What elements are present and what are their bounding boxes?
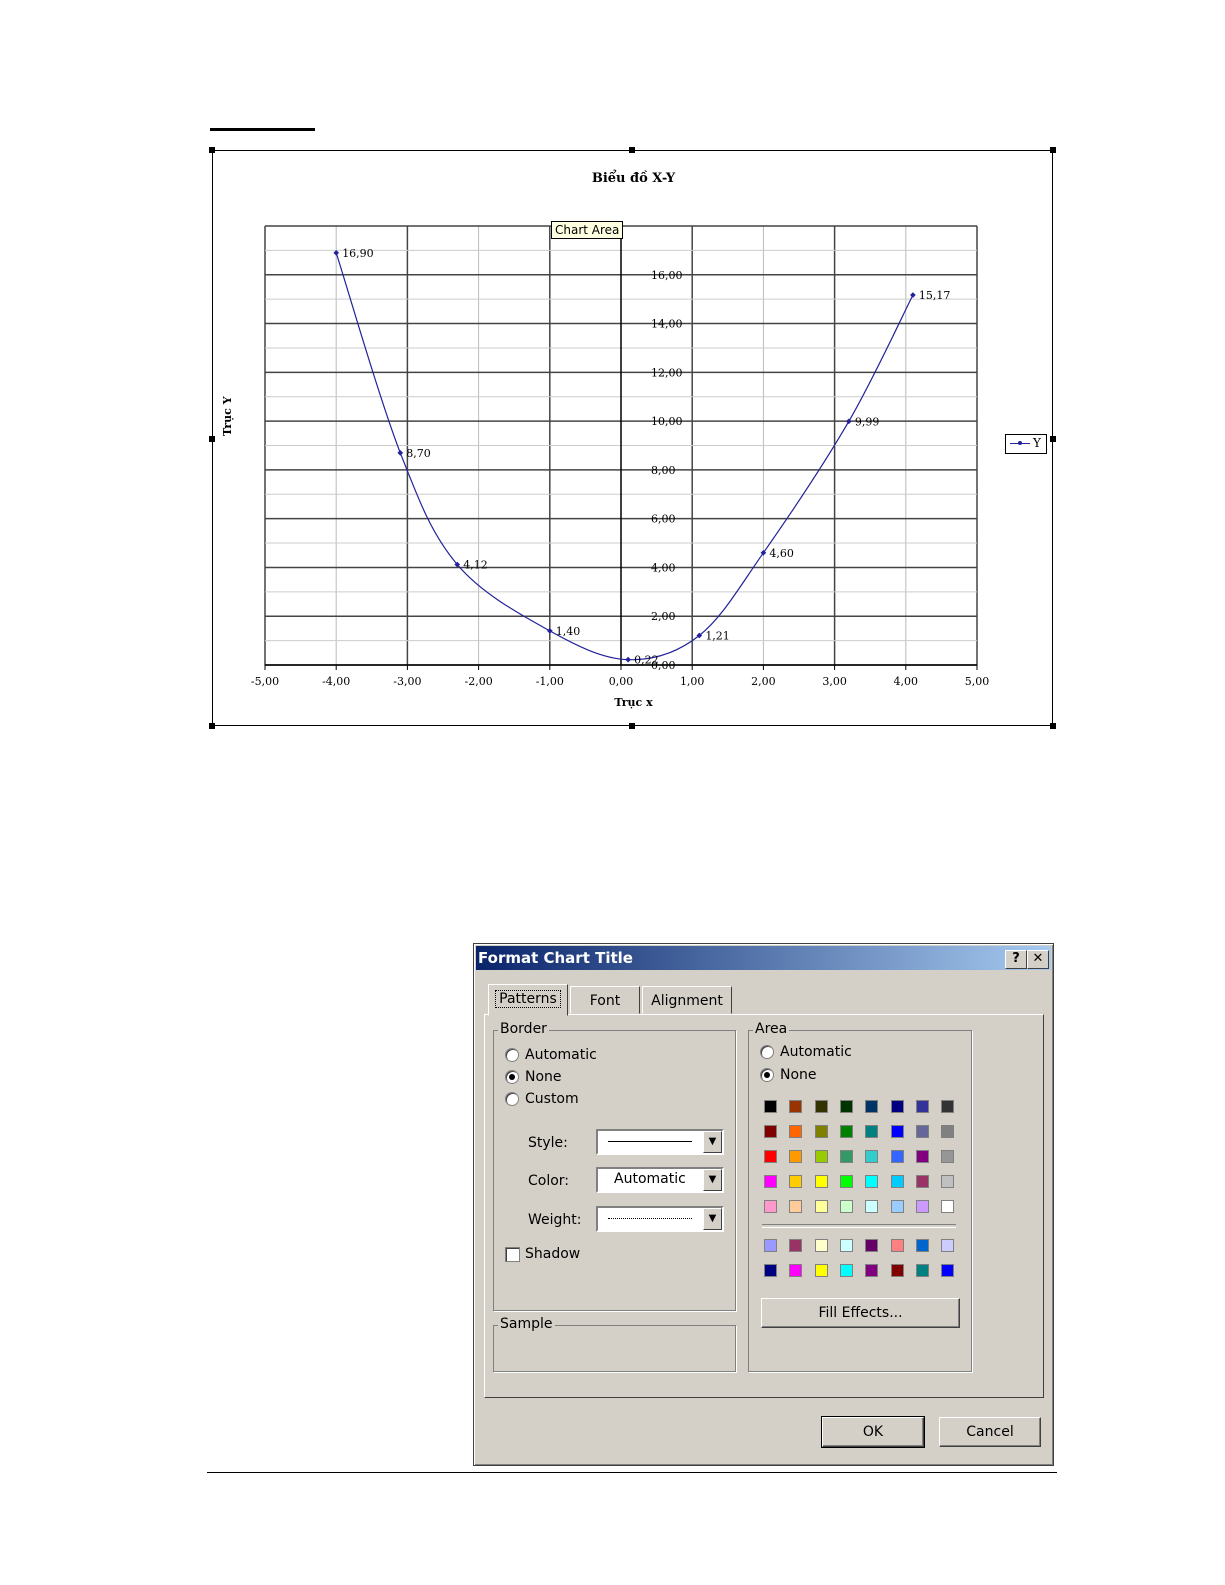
color-swatch[interactable] — [840, 1200, 853, 1213]
extra-color-swatch[interactable] — [764, 1264, 777, 1277]
chart-legend[interactable] — [1005, 434, 1047, 454]
area-automatic-radio[interactable] — [760, 1042, 852, 1062]
resize-handle-tr[interactable] — [1050, 147, 1056, 153]
extra-color-swatch[interactable] — [916, 1264, 929, 1277]
color-swatch[interactable] — [840, 1150, 853, 1163]
help-button[interactable]: ? — [1005, 950, 1027, 969]
extra-color-swatch[interactable] — [764, 1239, 777, 1252]
color-swatch[interactable] — [815, 1100, 828, 1113]
color-swatch[interactable] — [941, 1125, 954, 1138]
chart-area[interactable] — [212, 150, 1053, 726]
data-label: 4,12 — [463, 558, 488, 572]
chart-title[interactable]: Biểu đồ X-Y — [591, 171, 676, 186]
checkbox-icon — [505, 1247, 520, 1262]
color-swatch[interactable] — [815, 1150, 828, 1163]
heading-underline — [210, 128, 315, 131]
y-tick-label: 4,00 — [651, 561, 676, 575]
data-label: 8,70 — [406, 446, 431, 460]
weight-label: Weight: — [528, 1212, 582, 1228]
color-swatch[interactable] — [764, 1200, 777, 1213]
color-swatch[interactable] — [840, 1125, 853, 1138]
x-tick-label: -4,00 — [322, 675, 351, 688]
y-tick-label: 6,00 — [651, 512, 676, 526]
resize-handle-bl[interactable] — [209, 723, 215, 729]
y-axis-title[interactable]: Trục Y — [221, 396, 234, 436]
color-swatch[interactable] — [891, 1175, 904, 1188]
color-swatch[interactable] — [916, 1175, 929, 1188]
resize-handle-l[interactable] — [209, 436, 215, 442]
dialog-title: Format Chart Title — [478, 949, 633, 967]
data-point — [547, 628, 553, 634]
x-tick-label: 3,00 — [822, 675, 847, 688]
radio-icon — [505, 1048, 519, 1062]
shadow-checkbox[interactable] — [505, 1244, 580, 1264]
color-swatch[interactable] — [815, 1175, 828, 1188]
chart-svg — [213, 151, 1054, 727]
radio-icon — [760, 1045, 774, 1059]
radio-icon — [505, 1092, 519, 1106]
color-swatch[interactable] — [764, 1150, 777, 1163]
tab-alignment[interactable] — [642, 986, 732, 1014]
extra-color-swatch[interactable] — [815, 1239, 828, 1252]
data-label: 1,21 — [705, 629, 730, 643]
data-point — [625, 657, 631, 663]
y-tick-label: 0,00 — [651, 659, 676, 672]
area-none-label: None — [780, 1067, 817, 1083]
color-swatch[interactable] — [865, 1175, 878, 1188]
color-swatch[interactable] — [764, 1100, 777, 1113]
x-axis-title[interactable]: Trục x — [614, 696, 653, 709]
data-label: 15,17 — [918, 289, 951, 303]
color-swatch[interactable] — [840, 1100, 853, 1113]
border-custom-radio[interactable] — [505, 1089, 579, 1109]
resize-handle-br[interactable] — [1050, 723, 1056, 729]
border-group-label: Border — [500, 1021, 547, 1037]
solid-line-icon — [608, 1141, 692, 1142]
color-swatch[interactable] — [865, 1150, 878, 1163]
radio-selected-icon — [505, 1070, 519, 1084]
legend-label: Y — [1033, 436, 1041, 450]
color-swatch[interactable] — [891, 1200, 904, 1213]
y-tick-label: 10,00 — [651, 415, 683, 429]
close-button[interactable]: ✕ — [1027, 950, 1049, 969]
color-select[interactable] — [596, 1167, 724, 1193]
y-tick-label: 16,00 — [651, 268, 683, 282]
color-swatch[interactable] — [865, 1200, 878, 1213]
cancel-button[interactable]: Cancel — [939, 1417, 1041, 1447]
color-swatch[interactable] — [815, 1125, 828, 1138]
resize-handle-t[interactable] — [629, 147, 635, 153]
color-swatch[interactable] — [891, 1100, 904, 1113]
ok-button[interactable]: OK — [822, 1417, 924, 1447]
shadow-label: Shadow — [525, 1246, 581, 1262]
x-tick-label: 5,00 — [964, 675, 990, 688]
resize-handle-b[interactable] — [629, 723, 635, 729]
data-point — [397, 450, 403, 456]
sample-group — [493, 1316, 736, 1372]
chart-tooltip: Chart Area — [551, 221, 623, 239]
area-none-radio[interactable] — [760, 1065, 817, 1085]
dialog-titlebar[interactable] — [476, 946, 1051, 970]
style-select[interactable] — [596, 1129, 724, 1155]
resize-handle-r[interactable] — [1050, 436, 1056, 442]
extra-color-swatch[interactable] — [789, 1239, 802, 1252]
extra-color-swatch[interactable] — [941, 1264, 954, 1277]
x-tick-label: 0,00 — [608, 675, 634, 688]
border-none-radio[interactable] — [505, 1067, 562, 1087]
y-tick-label: 12,00 — [651, 366, 683, 380]
color-swatch[interactable] — [916, 1150, 929, 1163]
fill-effects-button[interactable]: Fill Effects... — [761, 1298, 960, 1328]
dropdown-arrow-icon[interactable]: ▼ — [703, 1131, 722, 1153]
color-select-value: Automatic — [614, 1171, 686, 1187]
color-swatch[interactable] — [916, 1200, 929, 1213]
color-swatch[interactable] — [789, 1175, 802, 1188]
extra-color-swatch[interactable] — [865, 1239, 878, 1252]
color-swatch[interactable] — [865, 1125, 878, 1138]
color-swatch[interactable] — [865, 1100, 878, 1113]
color-swatch[interactable] — [840, 1175, 853, 1188]
y-tick-label: 8,00 — [651, 463, 676, 477]
color-swatch[interactable] — [764, 1125, 777, 1138]
color-swatch[interactable] — [941, 1150, 954, 1163]
x-tick-label: 4,00 — [893, 675, 919, 688]
color-swatch[interactable] — [941, 1175, 954, 1188]
x-tick-label: 2,00 — [751, 675, 776, 688]
border-custom-label: Custom — [525, 1091, 579, 1107]
color-swatch[interactable] — [764, 1175, 777, 1188]
x-tick-label: -1,00 — [535, 675, 564, 688]
area-automatic-label: Automatic — [780, 1044, 852, 1060]
dotted-line-icon — [608, 1218, 692, 1219]
extra-color-swatch[interactable] — [891, 1239, 904, 1252]
x-tick-label: -2,00 — [464, 675, 493, 688]
extra-color-swatch[interactable] — [916, 1239, 929, 1252]
tab-font[interactable] — [570, 986, 640, 1014]
extra-color-swatch[interactable] — [840, 1239, 853, 1252]
color-swatch[interactable] — [916, 1100, 929, 1113]
extra-color-swatch[interactable] — [941, 1239, 954, 1252]
color-swatch[interactable] — [891, 1125, 904, 1138]
border-none-label: None — [525, 1069, 562, 1085]
radio-selected-icon — [760, 1068, 774, 1082]
data-label: 0,22 — [634, 653, 659, 667]
color-swatch[interactable] — [891, 1150, 904, 1163]
extra-color-swatch[interactable] — [815, 1264, 828, 1277]
tab-patterns-label: Patterns — [495, 990, 561, 1008]
x-tick-label: 1,00 — [679, 675, 705, 688]
x-tick-label: -5,00 — [250, 675, 280, 688]
tab-patterns[interactable] — [488, 984, 568, 1016]
weight-select[interactable] — [596, 1206, 724, 1232]
data-label: 16,90 — [342, 246, 374, 260]
color-swatch[interactable] — [815, 1200, 828, 1213]
dropdown-arrow-icon[interactable]: ▼ — [703, 1208, 722, 1230]
color-swatch[interactable] — [916, 1125, 929, 1138]
color-swatch[interactable] — [789, 1200, 802, 1213]
x-tick-label: -3,00 — [393, 675, 422, 688]
color-swatch[interactable] — [789, 1100, 802, 1113]
extra-color-swatch[interactable] — [840, 1264, 853, 1277]
border-automatic-label: Automatic — [525, 1047, 597, 1063]
data-label: 9,99 — [854, 415, 880, 429]
border-automatic-radio[interactable] — [505, 1045, 597, 1065]
format-chart-title-dialog — [473, 943, 1054, 1466]
legend-marker-icon — [1018, 441, 1022, 445]
data-point — [846, 419, 852, 425]
tab-alignment-label: Alignment — [651, 993, 723, 1009]
data-label: 4,60 — [769, 546, 794, 560]
y-tick-label: 14,00 — [651, 317, 683, 331]
extra-color-swatch[interactable] — [789, 1264, 802, 1277]
sample-group-label: Sample — [500, 1316, 553, 1332]
y-tick-label: 2,00 — [651, 610, 676, 624]
data-label: 1,40 — [555, 624, 581, 638]
area-group-label: Area — [755, 1021, 788, 1037]
color-swatch[interactable] — [789, 1150, 802, 1163]
color-swatch[interactable] — [941, 1200, 954, 1213]
resize-handle-tl[interactable] — [209, 147, 215, 153]
color-swatch[interactable] — [941, 1100, 954, 1113]
palette-separator — [762, 1224, 956, 1228]
color-label: Color: — [528, 1173, 570, 1189]
page-bottom-rule — [207, 1472, 1057, 1473]
extra-color-swatch[interactable] — [865, 1264, 878, 1277]
dropdown-arrow-icon[interactable]: ▼ — [703, 1169, 722, 1191]
tab-font-label: Font — [589, 993, 621, 1009]
style-label: Style: — [528, 1135, 568, 1151]
data-point — [910, 292, 916, 298]
extra-color-swatch[interactable] — [891, 1264, 904, 1277]
color-swatch[interactable] — [789, 1125, 802, 1138]
